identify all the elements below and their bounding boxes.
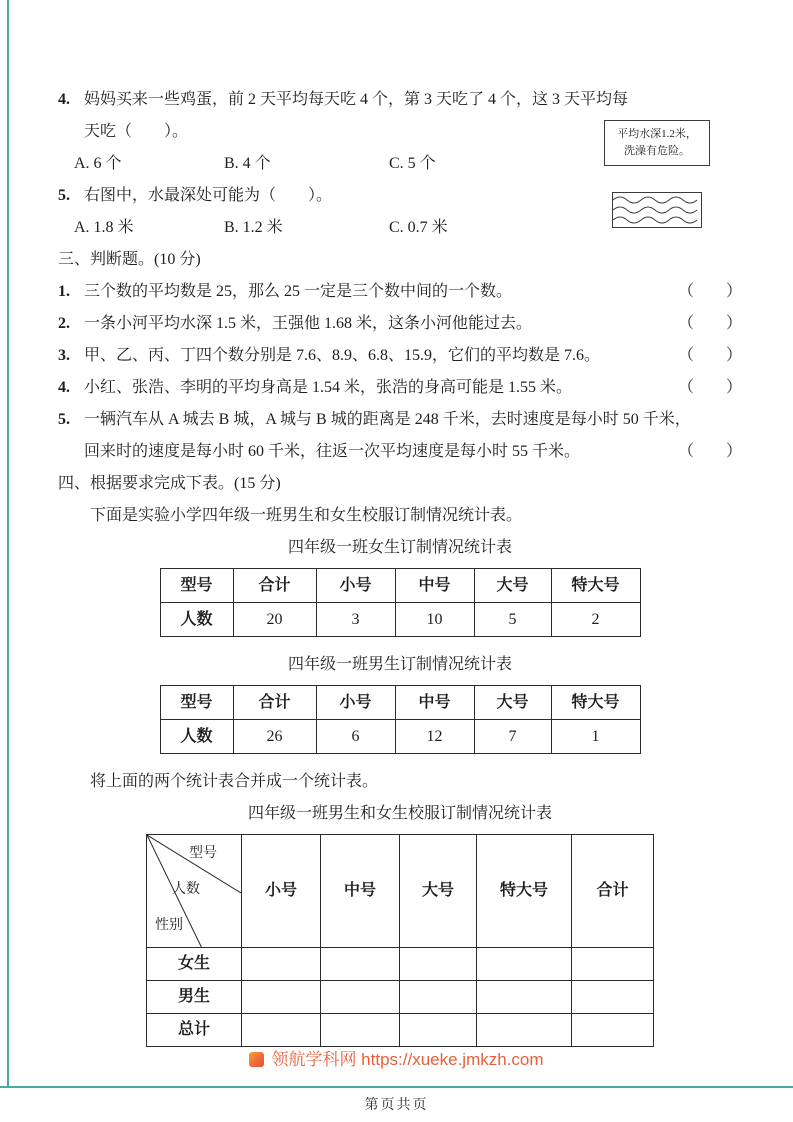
site-footer bbox=[0, 1045, 793, 1070]
item-number: 5. bbox=[58, 411, 70, 428]
item-text-line1: 一辆汽车从 A 城去 B 城，A 城与 B 城的距离是 248 千米，去时速度是每小时 50 千米， bbox=[84, 411, 691, 428]
empty-cell bbox=[572, 981, 654, 1014]
header-cell: 特大号 bbox=[551, 686, 640, 720]
header-cell: 中号 bbox=[395, 569, 474, 603]
option-b: B. 1.2 米 bbox=[224, 219, 283, 236]
value-cell: 2 bbox=[551, 603, 640, 637]
table-header-row bbox=[160, 569, 640, 603]
question-text: 右图中，水最深处可能为（ ）。 bbox=[84, 187, 333, 204]
site-link[interactable]: 领航学科网 https://xueke.jmkzh.com bbox=[271, 1050, 544, 1069]
question-number: 5. bbox=[58, 187, 70, 204]
merge-instruction: 将上面的两个统计表合并成一个统计表。 bbox=[90, 773, 379, 790]
corner-label-gender: 性别 bbox=[155, 918, 183, 933]
header-cell: 型号 bbox=[160, 686, 233, 720]
row-label-cell: 人数 bbox=[160, 720, 233, 754]
option-a: A. 6 个 bbox=[74, 155, 122, 172]
row-label-cell: 男生 bbox=[147, 981, 242, 1014]
row-label-cell: 女生 bbox=[147, 948, 242, 981]
corner-label-type: 型号 bbox=[189, 846, 217, 861]
item-text: 一条小河平均水深 1.5 米，王强他 1.68 米，这条小河他能过去。 bbox=[84, 315, 533, 332]
header-cell: 小号 bbox=[242, 835, 321, 948]
answer-bracket: （ ） bbox=[677, 347, 742, 364]
value-cell: 6 bbox=[316, 720, 395, 754]
question-number: 4. bbox=[58, 91, 70, 108]
answer-bracket: （ ） bbox=[677, 379, 742, 396]
warning-sign bbox=[604, 120, 710, 166]
empty-cell bbox=[242, 948, 321, 981]
sign-text-line2: 洗澡有危险。 bbox=[624, 145, 690, 157]
value-cell: 5 bbox=[474, 603, 551, 637]
item-number: 4. bbox=[58, 379, 70, 396]
row-label-cell: 人数 bbox=[160, 603, 233, 637]
water-depth-figure bbox=[604, 120, 704, 228]
table-header-row bbox=[160, 686, 640, 720]
judge-item-5 bbox=[58, 404, 742, 468]
item-number: 2. bbox=[58, 315, 70, 332]
row-label-cell: 总计 bbox=[147, 1014, 242, 1047]
header-cell: 中号 bbox=[321, 835, 400, 948]
judge-item-4 bbox=[58, 372, 742, 404]
header-cell: 大号 bbox=[474, 686, 551, 720]
empty-cell bbox=[477, 1014, 572, 1047]
girls-uniform-table bbox=[160, 568, 641, 637]
section-3-title: 三、判断题。(10 分) bbox=[58, 251, 201, 268]
header-cell: 中号 bbox=[395, 686, 474, 720]
left-border-line bbox=[7, 0, 9, 1086]
item-text: 甲、乙、丙、丁四个数分别是 7.6、8.9、6.8、15.9，它们的平均数是 7.6。 bbox=[84, 347, 601, 364]
item-text: 三个数的平均数是 25，那么 25 一定是三个数中间的一个数。 bbox=[84, 283, 513, 300]
item-number: 1. bbox=[58, 283, 70, 300]
bottom-border-line bbox=[0, 1086, 793, 1088]
header-cell: 特大号 bbox=[477, 835, 572, 948]
empty-cell bbox=[572, 1014, 654, 1047]
item-text-line2: 回来时的速度是每小时 60 千米，往返一次平均速度是每小时 55 千米。 bbox=[84, 443, 581, 460]
empty-cell bbox=[477, 948, 572, 981]
question-text-line2: 天吃（ ）。 bbox=[84, 123, 189, 140]
merged-uniform-table bbox=[146, 834, 654, 1047]
header-cell: 小号 bbox=[316, 686, 395, 720]
section-4-title: 四、根据要求完成下表。(15 分) bbox=[58, 475, 281, 492]
empty-cell bbox=[321, 1014, 400, 1047]
answer-bracket: （ ） bbox=[677, 315, 742, 332]
question-text-line1: 妈妈买来一些鸡蛋，前 2 天平均每天吃 4 个，第 3 天吃了 4 个，这 3 天平均每 bbox=[84, 91, 629, 108]
value-cell: 12 bbox=[395, 720, 474, 754]
item-text: 小红、张浩、李明的平均身高是 1.54 米，张浩的身高可能是 1.55 米。 bbox=[84, 379, 573, 396]
answer-bracket: （ ） bbox=[677, 443, 742, 460]
sign-text-line1: 平均水深1.2米， bbox=[617, 128, 697, 140]
diagonal-corner-cell bbox=[147, 835, 242, 948]
header-cell: 型号 bbox=[160, 569, 233, 603]
empty-cell bbox=[321, 948, 400, 981]
table-data-row bbox=[160, 603, 640, 637]
girls-table-title: 四年级一班女生订制情况统计表 bbox=[287, 539, 512, 556]
boys-uniform-table bbox=[160, 685, 641, 754]
empty-cell bbox=[477, 981, 572, 1014]
section-4-intro: 下面是实验小学四年级一班男生和女生校服订制情况统计表。 bbox=[90, 507, 523, 524]
empty-cell bbox=[400, 1014, 477, 1047]
answer-bracket: （ ） bbox=[677, 283, 742, 300]
empty-cell bbox=[242, 1014, 321, 1047]
header-cell: 特大号 bbox=[551, 569, 640, 603]
empty-cell bbox=[400, 948, 477, 981]
table-data-row bbox=[147, 1014, 654, 1047]
empty-cell bbox=[242, 981, 321, 1014]
empty-cell bbox=[400, 981, 477, 1014]
option-c: C. 5 个 bbox=[389, 155, 436, 172]
value-cell: 26 bbox=[233, 720, 316, 754]
header-cell: 合计 bbox=[233, 569, 316, 603]
table-data-row bbox=[147, 948, 654, 981]
option-b: B. 4 个 bbox=[224, 155, 271, 172]
judge-item-3 bbox=[58, 340, 742, 372]
option-a: A. 1.8 米 bbox=[74, 219, 134, 236]
header-cell: 大号 bbox=[400, 835, 477, 948]
value-cell: 1 bbox=[551, 720, 640, 754]
header-cell: 小号 bbox=[316, 569, 395, 603]
empty-cell bbox=[321, 981, 400, 1014]
header-cell: 合计 bbox=[572, 835, 654, 948]
merged-table-title: 四年级一班男生和女生校服订制情况统计表 bbox=[247, 805, 552, 822]
page-number-label: 第页共页 bbox=[364, 1098, 429, 1113]
empty-cell bbox=[572, 948, 654, 981]
water-waves-icon bbox=[612, 192, 702, 228]
header-cell: 合计 bbox=[233, 686, 316, 720]
boys-table-title: 四年级一班男生订制情况统计表 bbox=[287, 656, 512, 673]
value-cell: 7 bbox=[474, 720, 551, 754]
option-c: C. 0.7 米 bbox=[389, 219, 448, 236]
judge-item-1 bbox=[58, 276, 742, 308]
value-cell: 20 bbox=[233, 603, 316, 637]
table-header-row bbox=[147, 835, 654, 948]
worksheet-content bbox=[58, 84, 742, 1059]
header-cell: 大号 bbox=[474, 569, 551, 603]
value-cell: 10 bbox=[395, 603, 474, 637]
table-data-row bbox=[147, 981, 654, 1014]
table-data-row bbox=[160, 720, 640, 754]
judge-item-2 bbox=[58, 308, 742, 340]
corner-label-count: 人数 bbox=[172, 882, 200, 897]
site-logo-icon bbox=[249, 1052, 264, 1067]
item-number: 3. bbox=[58, 347, 70, 364]
value-cell: 3 bbox=[316, 603, 395, 637]
